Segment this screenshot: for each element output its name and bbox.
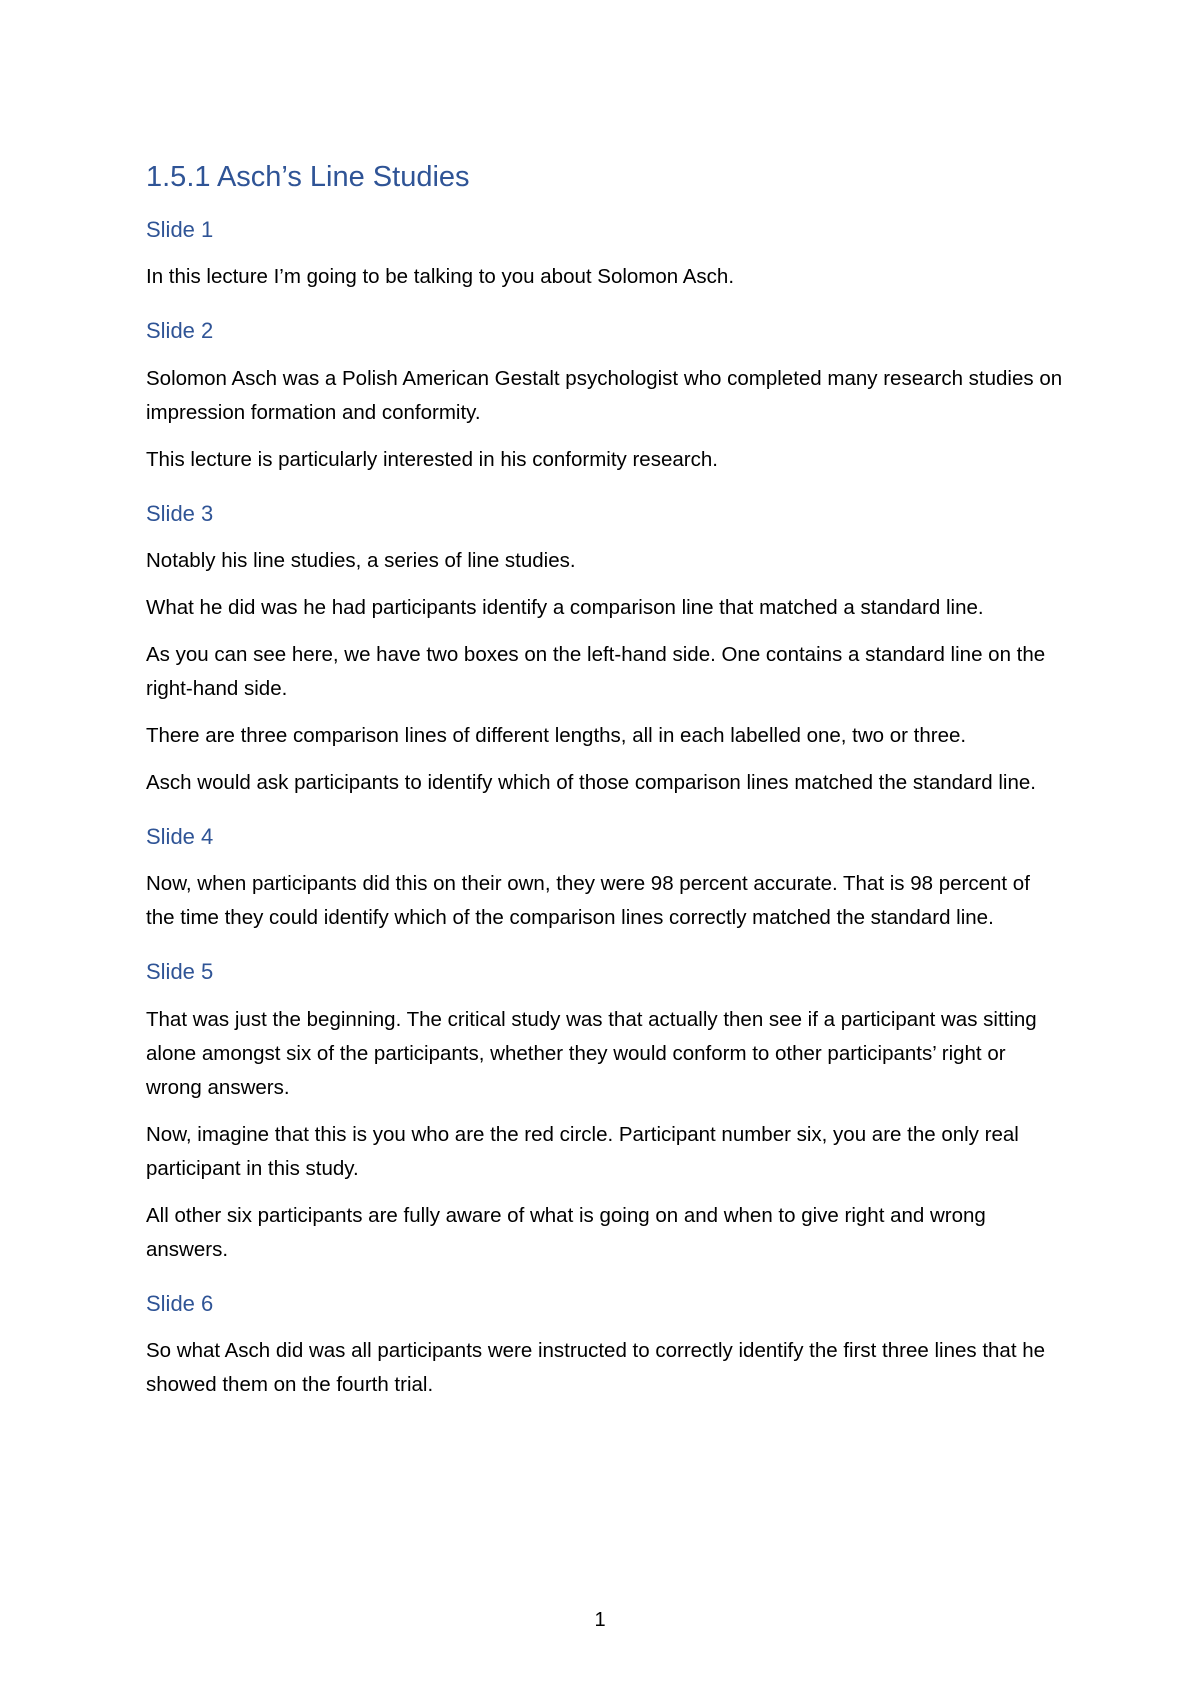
- paragraph: Solomon Asch was a Polish American Gestalt psychologist who completed many research studies on impression formation and conformity.: [146, 366, 1063, 424]
- paragraph: Now, imagine that this is you who are the red circle. Participant number six, you are the only real participant in this study.: [146, 1122, 1019, 1180]
- paragraph: In this lecture I’m going to be talking to you about Solomon Asch.: [146, 265, 735, 289]
- slide-section-3: [146, 501, 1064, 800]
- slide-section-2: [146, 318, 1064, 476]
- page-number: 1: [594, 1609, 606, 1631]
- paragraph: All other six participants are fully aware of what is going on and when to give right and wrong answers.: [146, 1203, 986, 1261]
- slide-section-4: [146, 824, 1064, 935]
- slide-heading: Slide 6: [146, 1290, 214, 1316]
- paragraph: So what Asch did was all participants were instructed to correctly identify the first three lines that he showed them on the fourth trial.: [146, 1339, 1046, 1397]
- slide-heading: Slide 3: [146, 500, 214, 526]
- document-body: [146, 160, 1064, 1426]
- document-title: 1.5.1 Asch’s Line Studies: [146, 161, 470, 193]
- paragraph: There are three comparison lines of different lengths, all in each labelled one, two or three.: [146, 723, 967, 747]
- paragraph: This lecture is particularly interested in his conformity research.: [146, 447, 718, 471]
- slide-heading: Slide 1: [146, 216, 214, 242]
- slide-heading: Slide 2: [146, 318, 214, 344]
- paragraph: Now, when participants did this on their own, they were 98 percent accurate. That is 98 percent of the time they could identify which of the comparison lines correctly matched the standard line.: [146, 872, 1030, 930]
- slide-section-5: [146, 959, 1064, 1266]
- paragraph: Notably his line studies, a series of line studies.: [146, 548, 576, 572]
- slide-section-6: [146, 1291, 1064, 1402]
- slide-heading: Slide 4: [146, 823, 214, 849]
- paragraph: What he did was he had participants identify a comparison line that matched a standard line.: [146, 595, 984, 619]
- paragraph: That was just the beginning. The critical study was that actually then see if a participant was sitting alone amongst six of the participants, whether they would conform to other participants’ right or wrong answers.: [146, 1007, 1037, 1099]
- paragraph: Asch would ask participants to identify which of those comparison lines matched the standard line.: [146, 770, 1036, 794]
- slide-section-1: [146, 217, 1064, 294]
- paragraph: As you can see here, we have two boxes on the left-hand side. One contains a standard line on the right-hand side.: [146, 642, 1046, 700]
- slide-heading: Slide 5: [146, 959, 214, 985]
